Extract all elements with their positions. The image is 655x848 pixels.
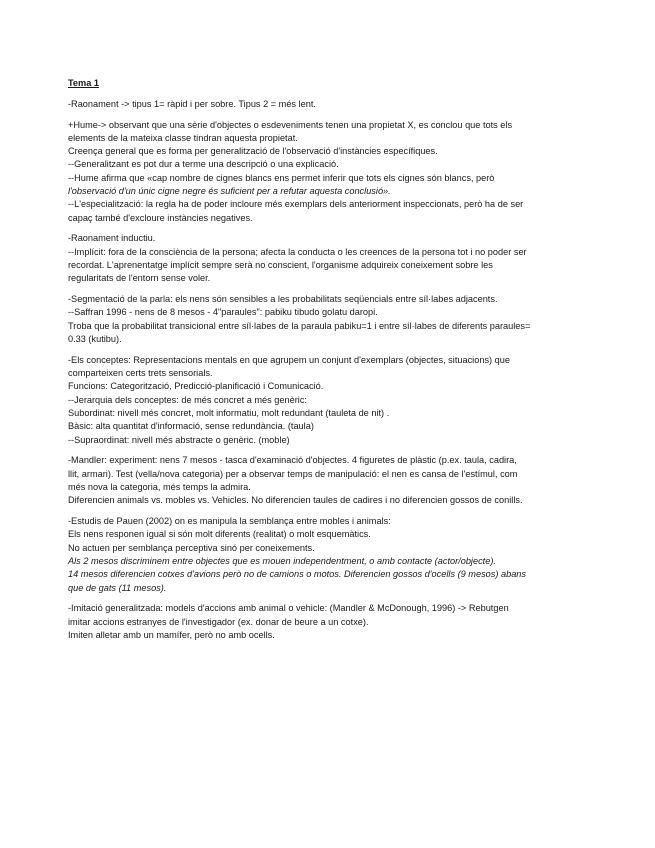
text-line: --Generalitzant es pot dur a terme una descripció o una explicació. (68, 159, 339, 170)
document-title: Tema 1 (68, 78, 99, 88)
text-line: que de gats (11 mesos). (68, 582, 167, 593)
text-line: --Implícit: fora de la consciència de la persona; afecta la conducta o les creences de la persona tot i no poder ser (68, 246, 527, 257)
text-line: 14 mesos diferencien cotxes d'avions però no de camions o motos. Diferencien gossos d'ocells (9 mesos) abans (68, 569, 527, 580)
text-line: 0.33 (kutibu). (68, 334, 122, 345)
paragraph (68, 232, 568, 285)
document-page (68, 77, 568, 650)
text-line: Funcions: Categorització, Predicció-planificació i Comunicació. (68, 381, 324, 392)
paragraph (68, 602, 568, 642)
text-line: més nova la categoria, més temps la admira. (68, 482, 251, 493)
text-line: Als 2 mesos discriminem entre objectes que es mouen independentment, o amb contacte (actor/objecte). (68, 556, 496, 566)
document-body (68, 98, 568, 642)
text-line: Diferencien animals vs. mobles vs. Vehicles. No diferencien taules de cadires i no diferencien gossos de conills. (68, 495, 523, 506)
text-line: Creença general que es forma per generalització de l'observació d'instàncies específiques. (68, 146, 438, 157)
text-line: -Els conceptes: Representacions mentals en que agrupem un conjunt d'exemplars (objectes, situacions) que (68, 354, 510, 365)
text-line: l'observació d'un únic cigne negre és suficient per a refutar aquesta conclusió». (68, 186, 391, 197)
text-line: -Raonament -> tipus 1= ràpid i per sobre. Tipus 2 = més lent. (68, 98, 316, 109)
text-line: Bàsic: alta quantitat d'informació, sense redundància. (taula) (68, 421, 314, 432)
text-line: regularitats de l'entorn sense voler. (68, 273, 211, 284)
text-line: Imiten alletar amb un mamífer, però no amb ocells. (68, 629, 275, 640)
text-line: Troba que la probabilitat transicional entre síl·labes de la paraula pabiku=1 i entre síl·labes de diferents paraules= (68, 320, 531, 331)
text-line: elements de la mateixa classe tindran aquesta propietat. (68, 132, 298, 143)
text-line: --Jerarquia dels conceptes: de més concret a més genèric: (68, 394, 307, 405)
paragraph (68, 454, 568, 507)
text-line: Subordinat: nivell més concret, molt informatiu, molt redundant (tauleta de nit) . (68, 408, 390, 419)
paragraph (68, 98, 568, 111)
text-line: --Saffran 1996 - nens de 8 mesos - 4"paraules": pabiku tibudo golatu daropi. (68, 307, 378, 318)
text-line: capaç també d'excloure instàncies negatives. (68, 212, 253, 223)
text-line: -Raonament inductiu. (68, 233, 156, 244)
text-line: -Estudis de Pauen (2002) on es manipula la semblança entre mobles i animals: (68, 516, 391, 527)
text-line: imitar accions estranyes de l'investigador (ex. donar de beure a un cotxe). (68, 616, 369, 627)
paragraph (68, 119, 568, 225)
text-line: Els nens responen igual si són molt diferents (realitat) o molt esquemàtics. (68, 529, 371, 540)
text-line: -Mandler: experiment: nens 7 mesos - tasca d'examinació d'objectes. 4 figuretes de plàstic (p.ex. taula, cadira, (68, 455, 517, 466)
paragraph (68, 515, 568, 595)
text-line: +Hume-> observant que una sèrie d'objectes o esdeveniments tenen una propietat X, es conclou que tots els (68, 119, 513, 130)
paragraph (68, 354, 568, 447)
paragraph (68, 293, 568, 346)
text-line: --Hume afirma que «cap nombre de cignes blancs ens permet inferir que tots els cignes són blancs, però (68, 172, 495, 183)
text-line: --L'especialització: la regla ha de poder incloure més exemplars dels anteriorment inspeccionats, però ha de ser (68, 199, 524, 210)
text-line: comparteixen certs trets sensorials. (68, 368, 213, 379)
text-line: --Supraordinat: nivell més abstracte o genèric. (moble) (68, 434, 290, 445)
text-line: No actuen per semblança perceptiva sinó per coneixements. (68, 542, 315, 553)
text-line: llit, armari). Test (vella/nova categoria) per a observar temps de manipulació: el nen es cansa de l'estímul, com (68, 468, 518, 479)
text-line: recordat. L'aprenentatge implícit sempre serà no conscient, l'organisme adquireix coneixement sobre les (68, 260, 493, 271)
text-line: -Imitació generalitzada: models d'accions amb animal o vehicle: (Mandler & McDonough, 1996) -> Rebutgen (68, 603, 509, 614)
text-line: -Segmentació de la parla: els nens són sensibles a les probabilitats seqüencials entre síl·labes adjacents. (68, 294, 498, 305)
